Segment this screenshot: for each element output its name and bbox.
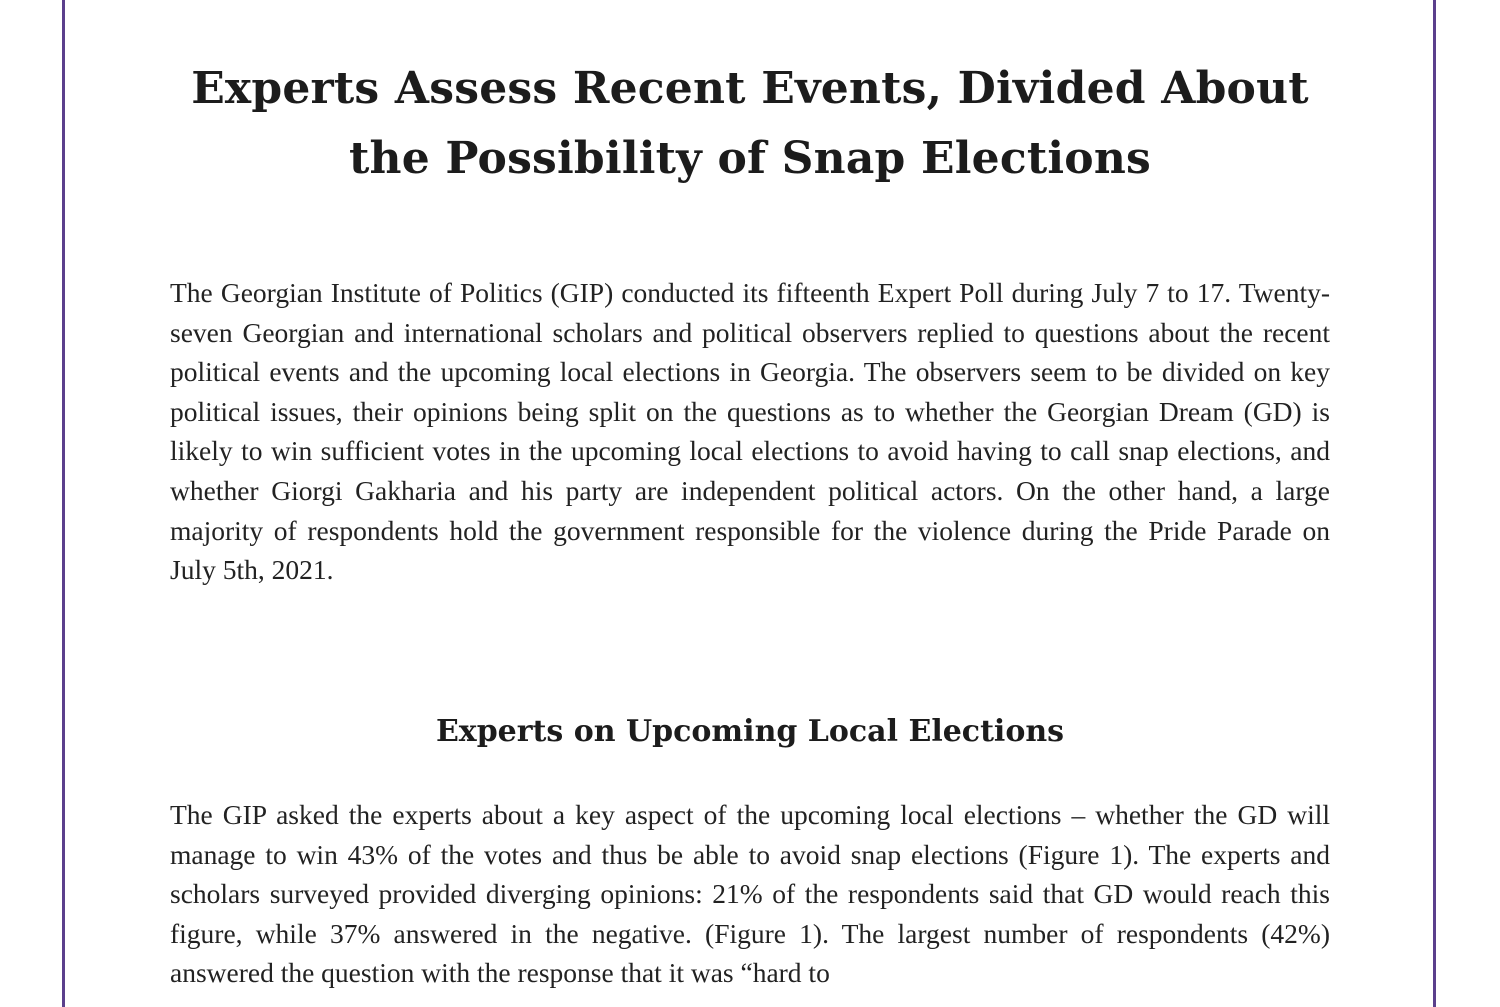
section-heading: Experts on Upcoming Local Elections [435, 714, 1065, 749]
section-paragraph: The GIP asked the experts about a key aspect of the upcoming local elections – whether the GD will manage to win 43% of the votes and thus be able to avoid snap elections (Figure 1). The experts and scholars surveyed provided diverging opinions: 21% of the respondents said that GD would reach this figure, while 37% answered in the negative. (Figure 1). The largest number of respondents (42%) answered the question with the response that it was “hard to [170, 799, 1330, 989]
document-title: Experts Assess Recent Events, Divided About the Possibility of Snap Elections [191, 63, 1309, 184]
intro-paragraph: The Georgian Institute of Politics (GIP) conducted its fifteenth Expert Poll during July 7 to 17. Twenty-seven Georgian and international scholars and political observers replied to questions about the recent political events and the upcoming local elections in Georgia. The observers seem to be divided on key political issues, their opinions being split on the questions as to whether the Georgian Dream (GD) is likely to win sufficient votes in the upcoming local elections to avoid having to call snap elections, and whether Giorgi Gakharia and his party are independent political actors. On the other hand, a large majority of respondents hold the government responsible for the violence during the Pride Parade on July 5th, 2021. [170, 277, 1330, 586]
